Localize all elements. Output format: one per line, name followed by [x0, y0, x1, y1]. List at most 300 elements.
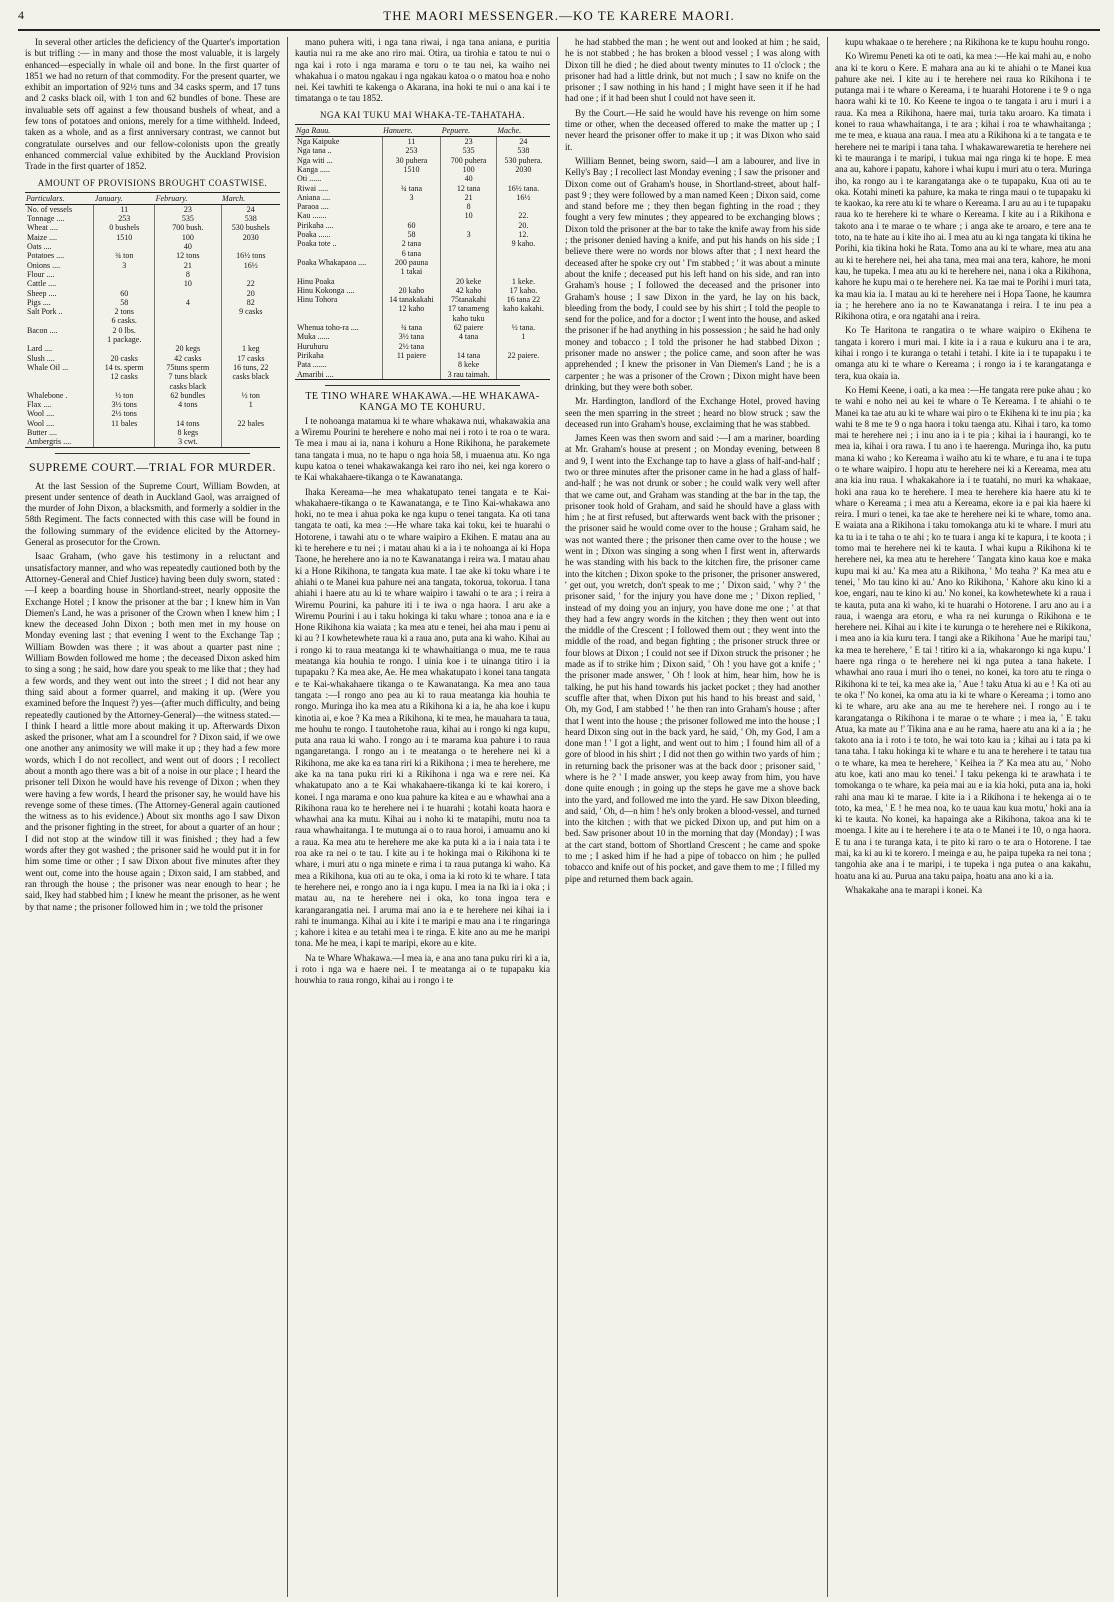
table-row [25, 400, 280, 409]
table-row [295, 211, 550, 220]
provisions-table-header [25, 192, 280, 204]
table-cell: 16½ tana. [496, 184, 550, 193]
table-cell [441, 239, 497, 248]
table-cell: 60 [382, 221, 441, 230]
table-cell: Maize .... [27, 232, 57, 242]
table-cell: 3½ tons [94, 400, 155, 409]
table-cell: 17 tanameng [441, 304, 497, 313]
table-cell [496, 314, 550, 323]
table-cell: casks black [221, 372, 280, 381]
table-header-cell: March. [221, 192, 280, 204]
table-cell [382, 277, 441, 286]
column-1 [18, 37, 288, 1597]
table-row [25, 409, 280, 418]
table-cell [221, 409, 280, 418]
table-cell [221, 437, 280, 447]
table-row [25, 242, 280, 251]
table-cell: Slush .... [27, 353, 55, 363]
table-row [295, 258, 550, 267]
table-row [295, 295, 550, 304]
table-cell [382, 314, 441, 323]
table-cell: 8 [155, 270, 221, 279]
table-cell: 9 kaho. [496, 239, 550, 248]
table-cell: kaho tuku [441, 314, 497, 323]
table-cell [221, 428, 280, 437]
table-cell: 8 kegs [155, 428, 221, 437]
table-cell: 9 casks [221, 307, 280, 316]
maori-provisions-table [295, 124, 550, 380]
table-cell: Wool .... [27, 418, 55, 428]
table-row [295, 156, 550, 165]
table-cell [441, 258, 497, 267]
table-cell: Ambergris .... [25, 437, 94, 447]
table-cell: Nga witi ... [297, 155, 333, 165]
table-cell: 11 bales [94, 419, 155, 428]
table-row [25, 335, 280, 344]
table-cell: 11 paiere [382, 351, 441, 360]
table-row [295, 323, 550, 332]
table-cell: Pirikaha .... [297, 220, 334, 230]
table-cell: 17 kaho. [496, 286, 550, 295]
table-cell: Huruhuru [297, 341, 329, 351]
article-paragraph: At the last Session of the Supreme Court, William Bowden, at present under sentence of death in Auckland Gaol, was arraigned of the murder of John Dixon, a blacksmith, and formerly a soldier in the 58th Regiment. The facts connected with this case will be found in the following summary of the evidence elicited by the Attorney-General as prosecutor for the Crown. [25, 480, 280, 548]
table-cell: 1 takai [382, 267, 441, 276]
table-cell: 22 bales [221, 419, 280, 428]
table-cell: 22. [496, 211, 550, 220]
masthead-title: THE MAORI MESSENGER.—KO TE KARERE MAORI. [383, 8, 735, 23]
article-paragraph: he had stabbed the man ; he went out and looked at him ; he said, he is not stabbed ; he has broken a blood vessel ; I was along with Dixon till he died ; he died about twenty minutes to 11 o'clock ; the prisoner had had a little drink, but not much ; I saw no knife on the prisoner ; I saw nothing in his hand ; I might have seen it if he had had one ; if it had been shut I could not have seen it. [565, 37, 820, 104]
table-cell: 4 tons [155, 400, 221, 409]
table-cell: kaho kakahi. [496, 304, 550, 313]
table-cell: ¾ tana [382, 323, 441, 332]
table-cell [25, 382, 94, 391]
article-paragraph: William Bennet, being sworn, said—I am a labourer, and live in Kelly's Bay ; I recollect last Monday evening ; I saw the prisoner and Dixon come out of Graham's house, in Shortland-street, about half-past 9 ; they were followed by a man named Keen ; Dixon said, come and stand before me ; they then began fighting in the road ; they fought a very few minutes ; they appeared to be exchanging blows ; Dixon told the prisoner at the bar to take the knife away from his side ; the prisoner denied having a knife, and put his hands on his side ; I believe there were no words nor blows after that ; I next heard the deceased after he spoke cry out ' I'm stabbed ; ' it was about a minute about the knife ; deceased put his left hand on his side, and ran into Graham's house ; I followed the deceased and the prisoner into Graham's house ; I saw Dixon in the yard, he lay on his back, bleeding from the body, I could see by his shirt ; I told the people to send for the police, and for a doctor ; I went into the house, and asked the prisoner if he had anything in his possession ; he said he had only money and tobacco ; I told the prisoner he had stabbed Dixon ; prisoner made no answer ; the police came, and soon after he was apprehended ; I knew the prisoner in Van Diemen's Land ; he is a carpenter ; he was a prisoner of the Crown ; Dixon might have been drinking, but they were both sober. [565, 155, 820, 392]
section-divider [325, 385, 520, 386]
table-cell: 7 tuns black [155, 372, 221, 381]
table-cell [496, 249, 550, 258]
table-cell: 12 tons [155, 251, 221, 260]
table-cell [295, 304, 382, 313]
table-row [295, 351, 550, 360]
table-cell: 700 bush. [155, 223, 221, 232]
article-paragraph: Ihaka Kereama—he mea whakatupato tenei tangata e te Kai-whakahaere-tikanga o te Kawanatanga, e te Tino Kai-whakawa ano hoki, no te mea i ahua poka ke nga kupu o tenei tangata. Ka oti tana tangata te oati, ka mea :—He whare taka kai toku, kei te huarahi o Hotorene, i tawahi atu o te whare waipiro a Ekihen. E matau ana au ki te herehere e tu nei ; i matau ahau ki a ia i te nohoanga ai ki Hopa Taone, he herehere ano ia no te Kawanatanga i reira wa. I matau ahau ki a Hone Rikihona, te tangata kua mate. I tae ake ki toku whare i te ahiahi o te Manei kua pahure nei ana tangata, tokorua, tokorua. I tana ahiahi i haere atu au ki te whare waipiro i tawahi o te ara ; i reira a Wiremu Pourini, ka pahure iti i te iwa o nga haora. I aru ake a Wiremu Pourini i au i taku hokinga ki taku whare ; tonoa ana e ia e Hone Rikihona kia waiata ; ka mea atu e tenei, hei aha mau i penu ai ki au ? I kowhetewhete raua ki a raua ano, puta ana ki waho. Kihai au i rongo ki to raua meatanga ki te whawhaitianga o mua, me te raua meatanga kia houhia te rongo. I uinia koe i te uinanga titiro i ia tupapaku ? Ka mea ake, Ae. He mea whakatupato i konei tana tangata e te Kai-whakahaere tikanga o te Kawanatanga. Ka mea ano taua tangata :—I rongo ano pea au ki to raua meatanga kia houhia te rongo. Muringa iho ka mea atu a Rikihona ki a ia, he aha koe i kupu kinotia ai, e koe ? Ka mea a Rikihona, ki te mea, he mauahara ta taua, me houhu te rongo. I tautohetohe raua, kihai au i rongo ki nga kupu, puta ana raua ki waho. I rongo au i te marama kua pahure i to raua ngangaretanga. I rongo au i te meatanga o te herehere nei ki a Rikihona, me ake ka ea tana riri ki a Rikihona ; i mea te herehere, me ake ka na tana puku riri ki a Rikihona i nga wa e rere nei. Ka whakatupato ano a te Kai whakahaere-tikanga ki te kai korero, i konei. I nga marama e ono kua pahure ka kitea e au e whawhai ana a Rikihona raua ko te herehere nei i te huarahi ; kotahi koata haora e whawhai ana ka mutu. Kihai au i noho ki te matapihi, mutu noa ta raua whawhaitanga. I te mutunga ai o to raua horoi, i amuamu ano ki a raua. Ka mea atu te herehere me ake ka puta ki a ia i naia tata i te roa ake ra nei o te tau. I kite au i te hokinga mai o Rikihona ki te whare, i muri atu o nga minete e rima i ta raua putanga ki waho. Ka mea a Rikihona, kua oti au te oka, i oma ia ki roto ki te whare. I tata te herehere nei, e rongo ano ia i nga kupu. I mea ia na Iki ia i oka ; i matau au, na te herehere nei i oka, ko tona ingoa tera e karangarangatia nei. I aruma mai ano ia e te herehere nei kihai ia i rahi te inumanga. Kihai au i kite i te maripi e mau ana i te ringaringa ; kahore i kitea e au tetahi mea i te ringa. E kite ano au me he maripi tona. Me he mea, i kapi te maripi, ekore au e kite. [295, 486, 550, 949]
table-cell [382, 174, 441, 183]
table-cell: 62 paiere [441, 323, 497, 332]
table-row [25, 382, 280, 391]
article-paragraph: Whakakahe ana te marapi i konei. Ka [845, 884, 983, 895]
table-cell: 530 bushels [221, 223, 280, 232]
table-cell: 11 [382, 137, 441, 147]
table-cell: Salt Pork .. [27, 307, 63, 317]
table-cell: 22 [221, 279, 280, 288]
table-cell: 16½ [496, 193, 550, 202]
table-cell: 538 [221, 214, 280, 223]
table-cell [94, 270, 155, 279]
trial-evidence-body [565, 37, 820, 885]
table-row [25, 251, 280, 260]
table-cell: 20 kegs [155, 344, 221, 353]
table-cell: Kanga ..... [297, 164, 330, 174]
table-cell [155, 326, 221, 335]
table-row [25, 372, 280, 381]
table-cell: 535 [441, 146, 497, 155]
article-paragraph: Ko Hemi Keene, i oati, a ka mea :—He tangata rere puke ahau ; ko te wahi e noho nei au kei te whare o Te Kereama. I te ahiahi o te Manei ka tae atu au ki te whare wai piro o te Ekihena ki te inu pia ; ka wahi te 8 me te 9 o nga haora i toku taenga atu. Kihai i taro, ka tomo mai te herehere nei ; i inu ano ia i te pia ; kihai ia i haurangi, ko te mea ia, kihai i ora rawa. I tu ano i te haerenga. Muringa iho, ka putu mana ki waho ; ko Kereama i waiho atu ki te whare, e tu ana i te tupa o te whare waipiro. I hopu atu te herehere nei ki a Kereama, mea atu ana kia inu raua. I whakakahore ia i te tuatahi, no muri ka whakaae, hoki ana raua ko te herehere. I mea te herehere kia haere atu ki te whare o Kereama ; i mea atu a Kereama, ekore ia e pai kia haere ki reira. I muri o tenei, ka tae ake te herehere nei ki te whare, tomo ana. E waiata ana a Rikihona i taku tomokanga atu ki te whare. I muri atu ka tu ia i te taha o te ahi ; ko te tuara i anga ki te kapura, i te koota ; i tomo mai te herehere nei ki te kauta. I whai kupu a Rikihona ki te herehere nei, ka mea atu te herehere ' Tangata kino kaua koe e maka kupu mai ki au.' Ka mea atu a Rikihona, ' Mo teaha ?' Ka mea atu e tenei, ' Mo tau kino ki au.' Ano ko Rikihona, ' Kahore aku kino ki a koe, engari, nau te kino ki au.' No konei, ka kowhetewhete ki a raua i te kauta, puta ana ki waho, ki te huarahi o Hotorene. I aru ano au i a raua, i waenga ara etoru, e wha ra nei kurunga o Rikihona e te herehere nei. Kihai au i kite i te kurunga o te herehere nei e Rikikona, i mea ano ia kia kuru tera. I tangi ake a Rikihona ' Aue he maripi tau,' ka mea te herehere, ' E tai ! titiro ki a ia, whakarongo ki nga kupu.' I haere nga ringa o te herehere nei ki nga putea a tana hakete. I whawhai ano raua i muri iho o tenei, no konei, ka toro atu te ringa o Rikihona ki te tei, ka mea ake ia, ' Aue ! taku Atua ki au e ! Ka oti au te oka !' No konei, ka oma atu ia ki te whare o Kereama ; i tomo ano ki te whare, aru ake ana au me te herehere nei. I rongo au i te karangatanga o Rikihona i te marae o te whare ; i mea ia, ' E taku Atua, ka mate au !' Tikina ana e au he rama, haere atu ana ki a ia ; he takoto ana ia i roto i te toto, he wai toto kau ia ; kihai au i tata pa ki tana taha. I taku hokinga ki te whare e tu ana te herehere i te tatau tua o te whare, ka mea te herehere, ' Keihea ia ?' Ka mea atu au, ' Noho atu koe, kati ano mau ko tenei.' I taku pekenga ki te arawhata i te tomokanga o te whare, ka peia mai au e ia kia hoki, puta ana ia, hoki rahi ana mau ki te marae. I kite ia i a Rikihona i te hekenga ai o te toto, ka mea, ' E ! he mea noa, ko te uaua kau kua motu,' hoki ana ia ki te kauta. No konei, ka hapainga ake a Rikihona, takoa ana ki te moenga. I kite au i te herehere i te ata o te Manei i te 10, o nga haora. E tu ana i te turanga kata, i te pito ki raro o te ara o Hotorene. I tae mai, ka ki au ki te korero. I meinga e au, he paipa tupeka ra nei tona ; tangohia ake ana i te maripi, i te tupeka i nga putea o ana kakahu, hoatu ana ki au. Purua ana taku paipa, hoatu ana ano ki a ia. [835, 384, 1091, 881]
table-cell: 4 tana [441, 332, 497, 341]
table-header-cell: Nga Rauu. [295, 124, 382, 136]
article-paragraph: kupu whakaae o te herehere ; na Rikihona ke te kupu houhu rongo. [845, 37, 1090, 47]
table-row [25, 428, 280, 437]
masthead [18, 8, 1100, 31]
article-paragraph: Mr. Hardington, landlord of the Exchange Hotel, proved having seen the men sparring in the street ; heard no blow struck ; saw the deceased run into Graham's house, exclaiming that he was stabbed. [565, 396, 820, 429]
table-row [25, 354, 280, 363]
table-cell: 42 kaho [441, 286, 497, 295]
maori-table-header [295, 124, 550, 136]
table-cell: 14 tana [441, 351, 497, 360]
table-cell: Wool .... [27, 409, 55, 419]
trade-intro-paragraph: In several other articles the deficiency of the Quarter's importation is but trifling :— in many and those the most valuable, it is largely enhanced—especially in whale oil and bone. In the first quarter of 1851 we had no return of that commodity. For the present quarter, we exhibit an importation of 92½ tuns and 34 casks sperm, and 17 tuns and 2 casks black oil, with 1 ton and 62 bundles of bone. These are invaluable sets off against a few thousand bushels of wheat, and a few tons of potatoes and onions, merely for a time withheld. Indeed, taken as a whole, and as a first anniversary contrast, we cannot but congratulate ourselves and our fellow-colonists upon the greatly enhanced commercial value exhibited by the Auckland Provision Trade in the first quarter of 1852. [25, 37, 280, 172]
table-cell: 1 keke. [496, 277, 550, 286]
table-cell [155, 289, 221, 298]
table-row [25, 279, 280, 288]
table-cell: 82 [221, 298, 280, 307]
table-cell: 40 [441, 174, 497, 183]
table-cell [155, 409, 221, 418]
columns [18, 37, 1100, 1597]
table-cell: Whale Oil ... [27, 362, 69, 372]
article-paragraph: Ko Te Haritona te rangatira o te whare waipiro o Ekihena te tangata i korero i muri mai. I kite ia i a raua e kukuru ana i te ara, kihai i rongo i te kuranga o tetahi i tetahi. I kite ia i te tupapaku i te omanga atu ki te whare o Kereama ; i rongo ia i te karangatanga e tera, kua okaia ia. [835, 325, 1091, 381]
table-cell: Hinu Tohora [297, 295, 338, 305]
table-cell: 60 [94, 289, 155, 298]
table-row [295, 193, 550, 202]
table-row [25, 344, 280, 353]
table-cell: 42 casks [155, 354, 221, 363]
table-cell: ½ ton [221, 391, 280, 400]
maori-evidence-body [835, 37, 1091, 896]
section-divider [55, 453, 250, 454]
table-cell [382, 211, 441, 220]
table-cell [295, 249, 382, 258]
table-cell [496, 258, 550, 267]
table-cell: 20 casks [94, 354, 155, 363]
table-cell [221, 270, 280, 279]
table-cell: 62 bundles [155, 391, 221, 400]
table-cell: Poaka ...... [297, 230, 331, 240]
table-cell: 3 [441, 230, 497, 239]
page-number: 4 [18, 8, 25, 22]
table-cell: Muka ...... [297, 332, 330, 342]
table-cell: 14 ts. sperm [94, 363, 155, 372]
article-paragraph: James Keen was then sworn and said :—I am a mariner, boarding at Mr. Graham's house at present ; on Monday evening, between 8 and 9, I went into the Exchange tap to have a glass of half-and-half ; two or three minutes after the prisoner came in he had a glass of half-and-half ; he was not drunk or sober ; he could walk very well after that we came out, and Graham was standing at the bar in the tap, the prisoner took hold of Graham, and said he should have a glass with him ; he at first refused, but afterwards went back with the prisoner ; the prisoner said he would come over to the house ; Graham said, he was not wanted there ; the prisoner then came over to the house ; we went in ; Dixon was singing a song when I first went in, afterwards he was standing with his back to the kitchen fire, the prisoner came into the kitchen ; Dixon spoke to the prisoner, the prisoner answered, ' get out, you wretch, don't speak to me ; ' Dixon said, ' why ? ' the prisoner said, ' for the injury you have done me ; ' Dixon replied, ' instead of my doing you an injury, you have done me one ; ' at that they had a few angry words in the kitchen ; they then went out into the middle of the Crescent ; I followed them out ; they went into the middle of the road, and began fighting ; the prisoner struck three or four blows at Dixon ; I could not see if Dixon struck the prisoner ; he made as if to strike him ; Dixon said, ' Oh ! you have got a knife ; ' the prisoner made answer, ' Oh ! look at him, hear him, how he is talking, he put his hand towards his jacket pocket ; they had another scuffle after that, when Dixon put his hand to his breast and said, ' Oh, my God, I am stabbed ! ' he then ran into Graham's house ; after that I went into the house ; the prisoner followed me into the house ; I heard Dixon sing out in the back yard, he said, ' Oh, my God, I am a done man ! ' I got a light, and went out to him ; I found him all of a gore of blood in his shirt ; I did not then go within two yards of him ; in returning back the prisoner was at the back door ; prisoner said, ' where is he ? ' I made answer, you keep away from him, you have done quite enough ; in going up the steps he gave me a shove back into the yard, and followed me into the yard. He saw Dixon bleeding, and said, ' Oh, d—n him ! he's only broken a blood-vessel, and turned into the kitchen ; with that we picked Dixon up, and put him on a bed. Saw prisoner about 10 in the morning that day (Monday) ; I was at the cart stand, bottom of Shortland Crescent ; he came and spoke to me ; I asked him if he had a pipe of tobacco on him ; he pulled tobacco and knife out of his pocket, and gave them to me ; I filled my pipe and returned them back again. [565, 433, 820, 884]
table-cell: 1 keg [221, 344, 280, 353]
article-paragraph: Isaac Graham, (who gave his testimony in a reluctant and unsatisfactory manner, and who was repeatedly cautioned both by the Attorney-General and Chief Justice) having been duly sworn, stated :—I keep a boarding house in Shortland-street, nearly opposite the Exchange Hotel ; I know the prisoner at the bar ; I knew him in Van Diemen's Land, he was a prisoner of the Crown when I knew him ; I knew the deceased John Dixon ; both men met in my house on Monday evening last ; that evening I went to the Exchange Tap ; William Bowden was there ; it was about a quarter past nine ; William Bowden followed me home ; the deceased Dixon asked him to sing a song ; he said, how dare you speak to me like that ; they had a few words, and they went out into the street ; I did not hear any thing said about a former quarrel, and making it up. (Were you examined before the Inquest ?) yes—(after much difficulty, and being repeatedly cautioned by the Attorney-General)—the witness stated.—I think I heard a little more about making it up. Afterwards Dixon asked the prisoner, what am I a scoundrel for ? Dixon said, if we owe one another any animosity we will make it up ; they had a few more words, which I do not recollect, and went out of doors ; I recollect about a month ago there was a bit of a noise in our place ; I heard the prisoner tell Dixon he would have his revenge of Dixon ; when they were having a few words, I heard the prisoner say, he would have his revenge some of these times. (The Attorney-General again cautioned the witness as to his evidence.) About six months ago I saw Dixon and the prisoner fighting in the street, for about a quarter of an hour ; I did not stop at the window till it was finished ; they had a few words after they got washed ; the prisoner said he would put it in for him some time or other ; I saw Dixon about five minutes after they went out, come into the house again ; Dixon said, I am stabbed, and ran through the house ; the prisoner was near enough to hear ; he said, Ikey had stabbed him ; I knew he meant the prisoner, as he went by that name ; the prisoner followed him in ; we told the prisoner [25, 551, 280, 912]
maori-trial-body [295, 416, 550, 987]
table-cell: 0 bushels [94, 223, 155, 232]
table-cell: 2½ tana [382, 342, 441, 351]
maori-trade-body [295, 37, 550, 105]
table-cell: 3½ tana [382, 332, 441, 341]
table-cell: 1 package. [94, 335, 155, 344]
table-cell: 2½ tons [94, 409, 155, 418]
table-header-cell: Particulars. [25, 192, 94, 204]
table-row [295, 174, 550, 183]
table-cell: 21 [441, 193, 497, 202]
table-cell: Butter .... [27, 427, 57, 437]
table-cell: Tonnage .... [27, 214, 65, 224]
table-cell: Aniana .... [297, 192, 331, 202]
table-cell: 1510 [382, 165, 441, 174]
table-cell [221, 242, 280, 251]
table-cell: Amaribi .... [295, 370, 382, 380]
maori-trial-title: TE TINO WHARE WHAKAWA.—HE WHAKAWA-KANGA MO TE KOHURU. [305, 390, 540, 413]
table-cell: 22 paiere. [496, 351, 550, 360]
table-row [295, 286, 550, 295]
article-paragraph: Na te Whare Whakawa.—I mea ia, e ana ano tana puku riri ki a ia, i roto i nga wa e haere nei. I te meatanga ai o te tupapaku kia houwhia to raua rongo, kihai au i rongo i te [295, 952, 550, 986]
table-cell: Kau ....... [297, 211, 327, 221]
table-cell: 11 [94, 204, 155, 214]
table-cell: 3 [382, 193, 441, 202]
table-row [295, 360, 550, 369]
table-row [25, 261, 280, 270]
table-cell [221, 335, 280, 344]
table-row [295, 202, 550, 211]
maori-table-body [295, 137, 550, 380]
table-cell [441, 221, 497, 230]
table-row [25, 214, 280, 223]
table-cell: 12. [496, 230, 550, 239]
table-cell: 2 tons [94, 307, 155, 316]
table-cell: 10 [155, 279, 221, 288]
table-cell: Oti ...... [297, 174, 322, 184]
table-cell: 23 [441, 137, 497, 147]
table-cell: 20 kaho [382, 286, 441, 295]
table-cell: 75tuns sperm [155, 363, 221, 372]
table-cell: 30 puhera [382, 156, 441, 165]
table-cell: Nga Kaipuke [297, 137, 340, 147]
table-row [25, 204, 280, 214]
table-cell: 253 [382, 146, 441, 155]
table-cell: 4 [155, 298, 221, 307]
table-cell [94, 344, 155, 353]
table-header-cell: Hanuere. [382, 124, 441, 136]
table-cell: Cattle .... [27, 279, 57, 289]
table-row [25, 307, 280, 316]
table-cell: 16½ tons [221, 251, 280, 260]
table-cell: 3 rau taimah. [441, 370, 497, 380]
table-cell: Oats .... [27, 242, 52, 252]
table-cell: 12 kaho [382, 304, 441, 313]
table-cell [94, 382, 155, 391]
table-cell: 8 keke [441, 360, 497, 369]
table-cell [94, 437, 155, 447]
table-cell [382, 202, 441, 211]
table-cell [94, 242, 155, 251]
table-cell: 1 [496, 332, 550, 341]
table-cell: Riwai ..... [297, 183, 329, 193]
table-row [25, 391, 280, 400]
trial-article-body [25, 481, 280, 913]
table-cell: Bacon .... [27, 325, 58, 335]
table-row [295, 304, 550, 313]
table-cell: 75tanakahi [441, 295, 497, 304]
table-cell: Onions .... [27, 260, 61, 270]
table-row [25, 316, 280, 325]
table-cell: 2030 [221, 233, 280, 242]
table-row [25, 419, 280, 428]
table-row [25, 233, 280, 242]
article-paragraph: mano puhera witi, i nga tana riwai, i nga tana aniana, e puritia kautia nui ra me ake ano riro mai. Otira, ua tirohia e tatou te nui o nga kai i roto i nga marama e toru o te tau nei, ka waiho nei whakahua i o matou ngakau i nga ngakau katoa o o matou hoa e noho nei. Kei tawhiti te kakenga o Akarana, ina hoki te nui o ana kai i te timatanga o te tau 1852. [295, 37, 550, 104]
article-paragraph: Ko Wiremu Peneti ka oti te oati, ka mea :—He kai mahi au, e noho ana ki te koru o Kere. E mahara ana au ki te ahiahi o te Manei kua pahure ake nei. I kite au i te herehere nei raua ko Rikihona i te putanga mai i te whare o Kereama, i te huarahi Hotorene i te 9 o nga haora wahi ki te 10. Ko Keene te ingoa o te tangata i aru i muri i a raua. Ka mea a Rikihona, haere mai, turia taku aroaro. Ka timata i konei to raua whawhaitanga, i te ara ; kihai i roa te whawhaitanga ; me te mea, e kuaua ana raua. I mea atu a Rikihona ki a te tangata e te herehere nei te maripi i tana taha. I whakawarewaretia te herehere nei ki te mauranga i te maripi, i tukua mai nga ringa ki te hope. E mea ana au, kahore i papatu, kahore i whai kupu i muri atu o tera. Muringa iho, ka rongo au i te karangatanga ake o te tupapaku, Kua oti au te oka. Kotahi mineti ka pahure, ka maka te ringa maui o te tupapaku ki te kaokao, ka rere atu ki te whare o Kereama. I aru au au i te tupapaku raua ko te herehere ki te whare o Kereama. I kite au i a Rikihona e takoto ana i te marae o te whare ; i anga ake te aroaro, e tere ana te toto, na te hate au i kite iho ai. I mea atu au ki nga tangata ki tikina he Porihi, kia tikina hoki he Rata. Tomo ana au ki te whare, mea atu ana au ki te herehere nei, hei aha tana, mea mai ana tera, kahore, he moni kau, he tupeka. I mea atu au ki te herehere nei, nana i oka a Rikihona, kahore he kupu mai o te herehere nei. Ka tae mai te Porihi i muri tata, ka mau kia ia. I matau au ki te herehere nei i Hopa Taone, he kaumra ia ; he herehere ano ia no te Kawanatanga i reira. I te inu pea a Rikihona otira, e ora ngatahi ana i reira. [835, 51, 1091, 322]
table-header-cell: February. [155, 192, 221, 204]
table-cell [496, 370, 550, 380]
table-cell [221, 316, 280, 325]
table-row [295, 267, 550, 276]
column-4 [828, 37, 1098, 1597]
table-cell: 1 [221, 400, 280, 409]
table-cell: ½ ton [94, 391, 155, 400]
table-cell: Paraoa .... [297, 202, 329, 212]
table-cell: 8 [441, 202, 497, 211]
table-cell: 23 [155, 204, 221, 214]
table-cell: Potatoes .... [27, 251, 65, 261]
table-cell [295, 267, 382, 276]
table-cell: 16 tuns, 22 [221, 363, 280, 372]
table-cell: 2 0 lbs. [94, 326, 155, 335]
table-row [25, 363, 280, 372]
table-cell: Sheep .... [27, 288, 57, 298]
table-header-cell: Pepuere. [441, 124, 497, 136]
table-cell: 14 tanakakahi [382, 295, 441, 304]
table-cell: Flour .... [27, 269, 55, 279]
table-cell: Pirikaha [297, 350, 324, 360]
table-cell: 253 [94, 214, 155, 223]
table-row [25, 270, 280, 279]
table-row [295, 146, 550, 155]
table-cell: 20 [221, 289, 280, 298]
table-cell [382, 370, 441, 380]
table-cell: 24 [221, 204, 280, 214]
table-cell: 100 [441, 165, 497, 174]
table-cell [155, 307, 221, 316]
table-row [295, 314, 550, 323]
table-cell: 3 cwt. [155, 437, 221, 447]
table-cell: Wheat .... [27, 223, 58, 233]
trial-section-title: SUPREME COURT.—TRIAL FOR MURDER. [29, 459, 276, 474]
article-paragraph: I te nohoanga matamua ki te whare whakawa nui, whakawakia ana a Wiremu Pourini te herehere e noho mai nei i roto i te roa o te wara. Te mea i mau ai ia, nana i kohuru a Hone Rikihona, he parakemete tana tangata i mua, no te hapu o nga hoia 58, i muaenua atu. Ko nga kupu katoa o tenei whakawakanga kei raro iho nei, kei nga korero o te Kai whakahaere-tikanga o te Kawanatanga. [295, 415, 550, 483]
table-cell: Poaka Whakapaoa .... [297, 257, 367, 267]
table-row [295, 332, 550, 341]
table-cell: 12 tana [441, 184, 497, 193]
table-cell: 530 puhera. [496, 156, 550, 165]
table-cell: Flax .... [27, 400, 52, 410]
article-paragraph: By the Court.—He said he would have his revenge on him some time or other, when the deceased offered to make the matter up ; I never heard the prisoner offer to make it up ; it was Dixon who said it. [565, 107, 820, 152]
table-cell: 40 [155, 242, 221, 251]
table-row [295, 184, 550, 193]
table-row [295, 370, 550, 380]
table-cell [94, 279, 155, 288]
table-cell: Pigs .... [27, 297, 51, 307]
table-cell: Whenua toho-ra .... [297, 323, 359, 333]
table-cell [496, 174, 550, 183]
provisions-table-body [25, 204, 280, 447]
table-row [295, 165, 550, 174]
table-row [25, 223, 280, 232]
table-cell: 58 [94, 298, 155, 307]
table-cell: 2 tana [382, 239, 441, 248]
table-row [25, 289, 280, 298]
table-cell [496, 342, 550, 351]
table-cell: Poaka tote .. [297, 239, 337, 249]
table-row [25, 298, 280, 307]
table-cell [221, 326, 280, 335]
table-cell: 17 casks [221, 354, 280, 363]
table-row [295, 249, 550, 258]
table-cell: 14 tons [155, 419, 221, 428]
table-cell [295, 314, 382, 323]
table-cell: 6 casks. [94, 316, 155, 325]
table-cell: 538 [496, 146, 550, 155]
table-cell [441, 249, 497, 258]
table-cell [25, 372, 94, 381]
table-cell: Hinu Kokonga .... [297, 285, 355, 295]
table-cell: 3 [94, 261, 155, 270]
table-cell: 200 pauna [382, 258, 441, 267]
table-cell: 16 tana 22 [496, 295, 550, 304]
table-cell: Pata ....... [297, 360, 327, 370]
table-row [295, 230, 550, 239]
table-cell [155, 316, 221, 325]
table-cell [496, 202, 550, 211]
table-cell: casks black [155, 382, 221, 391]
column-2 [288, 37, 558, 1597]
table-cell: ½ tana. [496, 323, 550, 332]
table-row [295, 137, 550, 147]
table-cell: 58 [382, 230, 441, 239]
table-cell [496, 360, 550, 369]
table-cell: 1510 [94, 233, 155, 242]
table-cell [441, 267, 497, 276]
table-cell: 20. [496, 221, 550, 230]
table-cell: 20 keke [441, 277, 497, 286]
table-cell [94, 428, 155, 437]
table-row [295, 342, 550, 351]
table-header-cell: Mache. [496, 124, 550, 136]
provisions-table-title: AMOUNT OF PROVISIONS BROUGHT COASTWISE. [37, 177, 268, 188]
table-cell [496, 267, 550, 276]
table-cell: 100 [155, 233, 221, 242]
table-cell: 535 [155, 214, 221, 223]
table-cell: Hinu Poaka [297, 276, 335, 286]
table-row [295, 221, 550, 230]
table-row [295, 239, 550, 248]
table-header-cell: January. [94, 192, 155, 204]
column-3 [558, 37, 828, 1597]
table-row [25, 437, 280, 447]
table-cell: 10 [441, 211, 497, 220]
table-cell: ¾ ton [94, 251, 155, 260]
table-cell: 700 puhera [441, 156, 497, 165]
maori-table-title: NGA KAI TUKU MAI WHAKA-TE-TAHATAHA. [320, 109, 525, 120]
table-cell [382, 360, 441, 369]
table-cell [221, 382, 280, 391]
table-cell: 6 tana [382, 249, 441, 258]
table-cell [155, 335, 221, 344]
table-cell [25, 335, 94, 344]
table-row [25, 326, 280, 335]
table-cell: Nga tana .. [297, 146, 332, 156]
table-cell: 24 [496, 137, 550, 147]
table-cell: 2030 [496, 165, 550, 174]
table-cell: 16½ [221, 261, 280, 270]
